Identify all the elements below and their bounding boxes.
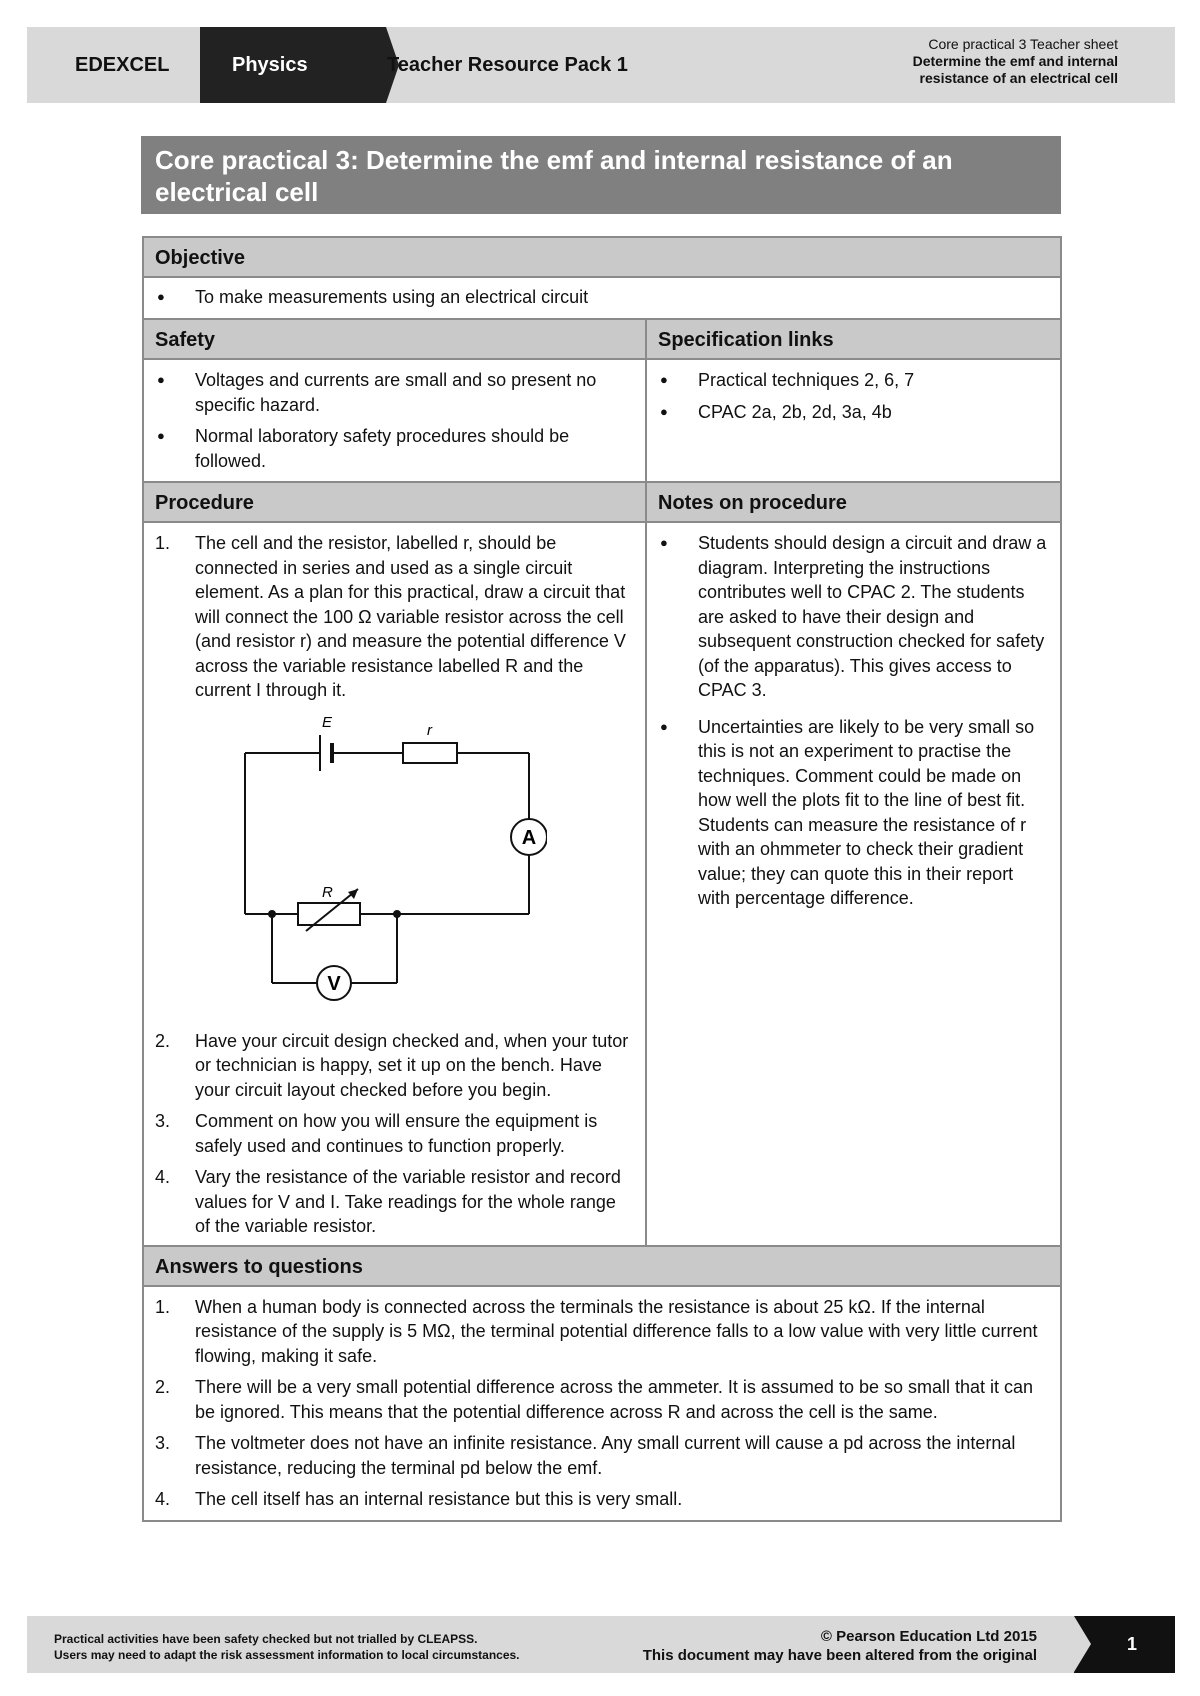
subject-label: Physics <box>232 54 308 76</box>
notes-item: ● Uncertainties are likely to be very small so this is not an experiment to practise the techniques. Comment could be made on how well the plots fit to the line of best fit. Students can measure the resistance of r with an ohmmeter to check their gradient value; they can quote this in their report with percentage difference. <box>658 715 1049 911</box>
objective-item: ● To make measurements using an electrical circuit <box>155 285 1049 310</box>
footer-disclaimer-1: Practical activities have been safety checked but not trialled by CLEAPSS. <box>54 1632 478 1646</box>
junction-right <box>393 910 401 918</box>
sheet-label: Core practical 3 Teacher sheet <box>928 36 1118 52</box>
safety-item: ● Normal laboratory safety procedures should be followed. <box>155 424 634 473</box>
brand-label: EDEXCEL <box>75 54 170 76</box>
procedure-heading: Procedure <box>155 492 254 514</box>
safety-cell <box>143 359 646 482</box>
step-number: 1. <box>155 533 171 553</box>
answers-cell <box>143 1286 1061 1521</box>
notes-header <box>646 482 1061 522</box>
answer-number: 1. <box>155 1296 171 1317</box>
notes-heading: Notes on procedure <box>658 492 847 514</box>
notes-cell <box>646 522 1061 1246</box>
answers-heading: Answers to questions <box>155 1255 363 1278</box>
internal-resistor-label: r <box>427 721 432 739</box>
answer-number: 2. <box>155 1377 171 1397</box>
step-text: Comment on how you will ensure the equipment is safely used and continues to function properly. <box>195 1111 598 1156</box>
step-text: Have your circuit design checked and, when your tutor or technician is happy, set it up on the bench. Have your circuit layout checked before you begin. <box>195 1030 629 1100</box>
junction-left <box>268 910 276 918</box>
page-title: Core practical 3: Determine the emf and internal resistance of an electrical cell <box>155 145 953 207</box>
procedure-step <box>155 1109 634 1158</box>
objective-cell <box>143 277 1061 319</box>
step-text: Vary the resistance of the variable resistor and record values for V and I. Take readings for the whole range of the variable resistor. <box>195 1167 621 1236</box>
answer-item <box>155 1375 1049 1424</box>
answer-text: When a human body is connected across the terminals the resistance is about 25 kΩ. If the internal resistance of the supply is 5 MΩ, the terminal potential difference falls to a low value with very little current flowing, making it safe. <box>195 1296 1038 1366</box>
answer-text: There will be a very small potential difference across the ammeter. It is assumed to be so small that it can be ignored. This means that the potential difference across R and across the cell is the same. <box>195 1377 1034 1422</box>
procedure-step <box>155 1165 634 1239</box>
variable-arrow-head <box>348 889 358 899</box>
variable-resistor-label: R <box>322 883 333 901</box>
topic-line-2: resistance of an electrical cell <box>919 70 1118 86</box>
objective-header <box>143 237 1061 277</box>
sheet-info <box>913 36 1118 87</box>
emf-label: E <box>322 713 333 731</box>
step-text: The cell and the resistor, labelled r, should be connected in series and used as a single circuit element. As a plan for this practical, draw a circuit that will connect the 100 Ω variable resistor across the cell (and resistor r) and measure the potential difference V across the variable resistance labelled R and the current I through it. <box>195 533 626 700</box>
internal-resistor <box>403 743 457 763</box>
page-footer <box>27 1616 1175 1673</box>
spec-header <box>646 319 1061 359</box>
answer-item <box>155 1487 1049 1512</box>
procedure-header <box>143 482 646 522</box>
answer-number: 4. <box>155 1489 171 1509</box>
answer-number: 3. <box>155 1433 171 1453</box>
circuit-diagram <box>222 711 547 1021</box>
pack-title: Teacher Resource Pack 1 <box>387 54 628 76</box>
footer-copyright: © Pearson Education Ltd 2015 <box>820 1628 1037 1645</box>
step-number: 4. <box>155 1167 171 1187</box>
procedure-step <box>155 1029 634 1103</box>
answer-item <box>155 1431 1049 1480</box>
footer-altered-note: This document may have been altered from the original <box>642 1647 1037 1664</box>
step-number: 2. <box>155 1030 171 1051</box>
spec-heading: Specification links <box>658 329 834 351</box>
page-header <box>27 27 1175 103</box>
notes-item: ● Students should design a circuit and draw a diagram. Interpreting the instructions contributes well to CPAC 2. The students are asked to have their design and subsequent construction checked for safety (of the apparatus). This gives access to CPAC 3. <box>658 531 1049 703</box>
safety-item: ● Voltages and currents are small and so present no specific hazard. <box>155 368 634 417</box>
step-number: 3. <box>155 1111 171 1131</box>
safety-heading: Safety <box>155 329 216 351</box>
voltmeter-label: V <box>327 972 341 995</box>
footer-disclaimer-2: Users may need to adapt the risk assessment information to local circumstances. <box>54 1648 520 1662</box>
topic-line-1: Determine the emf and internal <box>912 53 1118 69</box>
title-bar <box>141 136 1061 214</box>
practical-table <box>142 236 1062 1522</box>
spec-cell <box>646 359 1061 482</box>
spec-item: ● Practical techniques 2, 6, 7 <box>658 368 1049 393</box>
procedure-cell <box>143 522 646 1246</box>
answers-header <box>143 1246 1061 1286</box>
page-number-notch <box>1074 1616 1091 1672</box>
ammeter-label: A <box>521 826 537 849</box>
page-number: 1 <box>1127 1634 1138 1654</box>
answer-text: The voltmeter does not have an infinite resistance. Any small current will cause a pd across the internal resistance, reducing the terminal pd below the emf. <box>195 1433 1016 1478</box>
procedure-step <box>155 531 634 703</box>
spec-item: ● CPAC 2a, 2b, 2d, 3a, 4b <box>658 400 1049 425</box>
answer-item <box>155 1295 1049 1369</box>
answer-text: The cell itself has an internal resistance but this is very small. <box>195 1489 683 1509</box>
objective-heading: Objective <box>155 247 246 269</box>
safety-header <box>143 319 646 359</box>
variable-resistor <box>298 903 360 925</box>
